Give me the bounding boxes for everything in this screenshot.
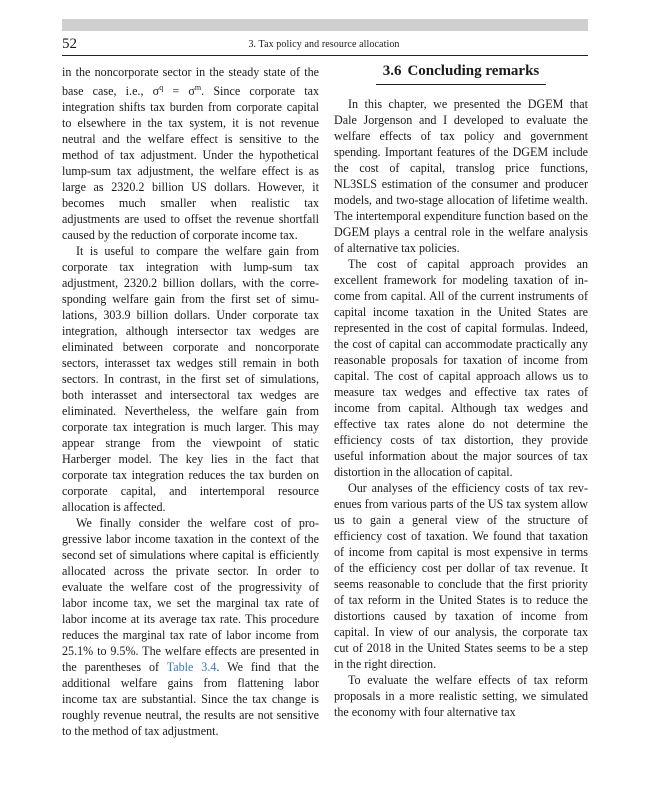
section-number: 3.6 (382, 63, 402, 79)
paragraph: It is useful to compare the welfare gain from corporate tax integration with lump-sum tax adjustment, 2320.2 billion dollars, with the corresponding welfare gain from the first set of simulations, 303.9 billion dollars. Under corporate tax integration, although intersector tax wedges are eliminated between corporate and noncorporate sectors, interasset tax wedges still remain in both sectors. In contrast, in the first set of simulations, both interasset and intersectoral tax wedges are eliminated. Nevertheless, the welfare gain from corporate tax integration is much larger. This may appear strange from the viewpoint of static Harberger model. The key lies in the fact that corporate tax integration reduces the tax burden on corporate capital, and intertemporal resource allocation is affected. (62, 244, 319, 515)
paragraph: in the noncorporate sector in the steady state of the base case, i.e., $\sigma^q = \sigma^m$. Since corporate tax integration shifts tax burden from corporate capital to elsewhere in the tax system, it is not revenue neutral and the welfare effect is sensitive to the method of tax adjustment. Under the hypothetical lump-sum tax adjustment, the welfare effect is as large as 2320.2 billion US dollars. However, it becomes much smaller when realistic tax adjustments are used to offset the revenue shortfall caused by the reduction of corporate income tax. (62, 65, 319, 243)
section-heading-rule (376, 84, 546, 85)
right-column (334, 96, 588, 720)
left-column (62, 64, 319, 739)
table-link[interactable]: Table 3.4 (166, 660, 217, 675)
paragraph: Our analyses of the efficiency costs of tax revenues from various parts of the US tax system allow us to gain a general view of the structure of efficiency cost of taxation. We found that taxation of income from capital is most expensive in terms of the efficiency cost per dollar of tax revenue. It seems reasonable to conclude that the first priority of tax reform in the United States is to reduce the distortions caused by taxation of income from capital. In view of our analysis, the corporate tax cut of 2018 in the United States seems to be a step in the right direction. (334, 481, 588, 671)
paragraph: The cost of capital approach provides an excellent framework for modeling taxation of income from capital. All of the current instruments of capital income taxation in the United States are represented in the cost of capital formulas. Indeed, the cost of capital can accommodate practically any reasonable proposals for taxation of income from capital. The cost of capital approach allows us to measure tax wedges and effective tax rates of income from capital. Although tax wedges and effective tax rates alone do not determine the efficiency costs of tax distortion, they provide useful information about the major sources of tax distortion in the allocation of capital. (334, 257, 588, 479)
paragraph: To evaluate the welfare effects of tax reform proposals in a more realistic setting, we simulated the economy with four alternative tax (334, 673, 588, 719)
page-number: 52 (62, 36, 77, 52)
paragraph: In this chapter, we presented the DGEM that Dale Jorgenson and I developed to evaluate the welfare effects of tax policy and government spending. Important features of the DGEM include the cost of capital, translog price functions, NL3SLS estimation of the consumer and producer models, and two-stage allocation of lifetime wealth. The intertemporal expenditure function based on the DGEM plays a central role in the welfare analysis of alternative tax policies. (334, 97, 588, 255)
section-heading (334, 63, 588, 80)
header-bar (62, 19, 588, 31)
paragraph: We finally consider the welfare cost of progressive labor income taxation in the context of the second set of simulations where capital is efficiently allocated across the private sector. In order to evaluate the welfare cost of the progressivity of labor income tax, we set the marginal tax rate of labor income at its average tax rate. This procedure reduces the marginal tax rate of labor income from 25.1% to 9.5%. The welfare effects are presented in the parentheses of Table 3.4. We find that the additional welfare gains from flattening labor income tax are substantial. Since the tax change is roughly revenue neutral, the results are not sensitive to the method of tax adjustment. (62, 516, 319, 739)
running-head: 3. Tax policy and resource allocation (248, 39, 400, 50)
header-rule (62, 55, 588, 56)
section-title: Concluding remarks (407, 63, 540, 79)
